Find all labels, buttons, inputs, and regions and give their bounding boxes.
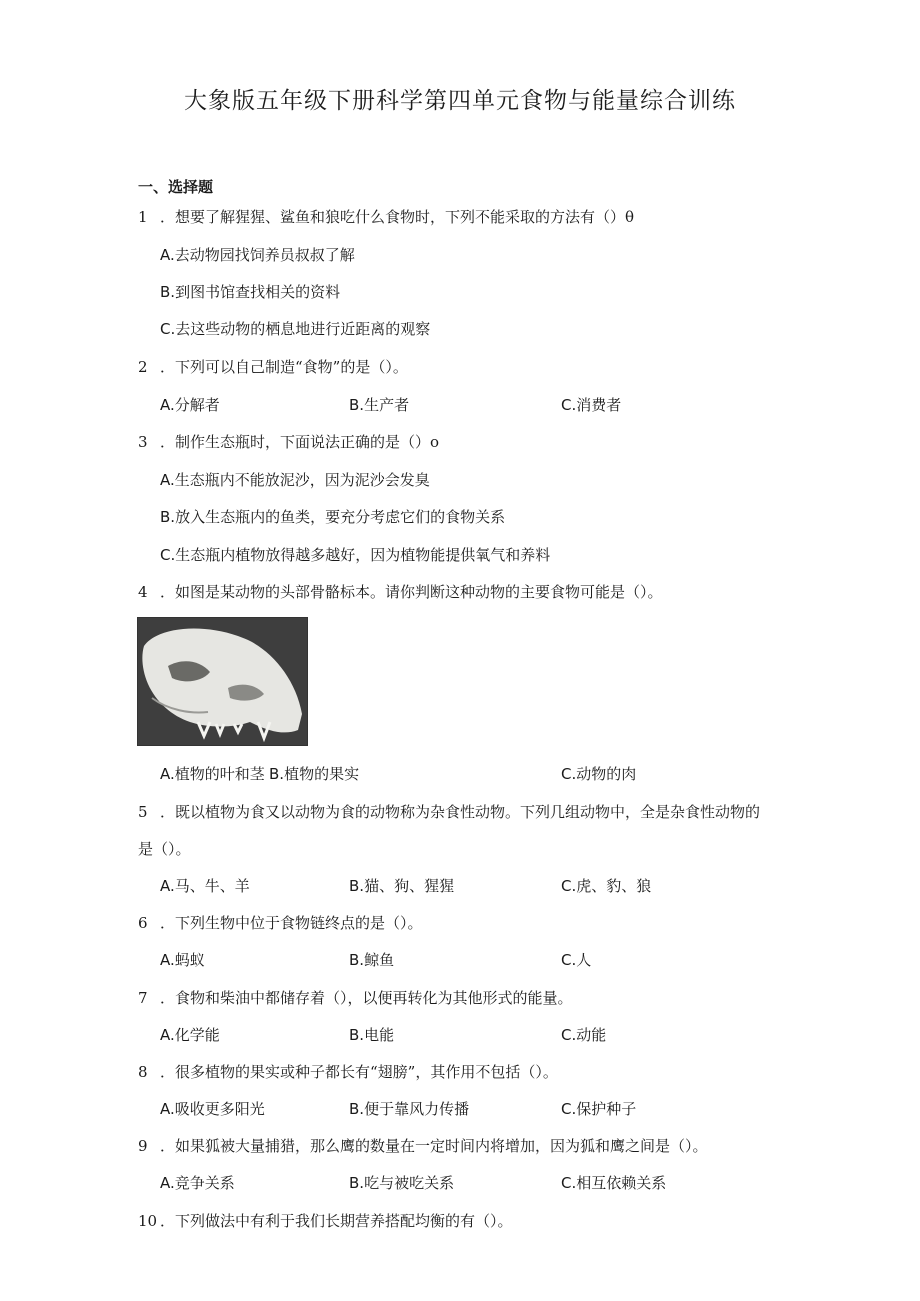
option-1a[interactable]: A.去动物园找饲养员叔叔了解: [160, 246, 355, 264]
option-2a[interactable]: A.分解者: [160, 396, 220, 414]
option-4a[interactable]: A.植物的叶和茎: [160, 765, 265, 783]
option-8a[interactable]: A.吸收更多阳光: [160, 1100, 265, 1118]
question-5: [138, 801, 760, 822]
option-3b[interactable]: B.放入生态瓶内的鱼类，要充分考虑它们的食物关系: [160, 508, 506, 526]
option-7c[interactable]: C.动能: [561, 1026, 607, 1044]
option-4b[interactable]: B.植物的果实: [269, 765, 360, 783]
question-number: 2: [138, 358, 148, 376]
question-text: ．制作生态瓶时，下面说法正确的是（）o: [160, 433, 440, 451]
option-5c[interactable]: C.虎、豹、狼: [561, 877, 652, 895]
option-6a[interactable]: A.蚂蚁: [160, 951, 205, 969]
question-3: [138, 431, 439, 452]
question-number: 9: [138, 1137, 148, 1155]
question-8: [138, 1061, 558, 1082]
skull-icon: [138, 618, 307, 745]
question-text: ．下列生物中位于食物链终点的是（）。: [160, 914, 423, 932]
option-3a[interactable]: A.生态瓶内不能放泥沙，因为泥沙会发臭: [160, 471, 430, 489]
option-8b[interactable]: B.便于靠风力传播: [349, 1100, 470, 1118]
question-7: [138, 987, 573, 1008]
option-8c[interactable]: C.保护种子: [561, 1100, 637, 1118]
option-7a[interactable]: A.化学能: [160, 1026, 220, 1044]
question-number: 1: [138, 208, 148, 226]
question-1: [138, 206, 634, 227]
option-4c[interactable]: C.动物的肉: [561, 765, 637, 783]
option-9a[interactable]: A.竞争关系: [160, 1174, 235, 1192]
option-7b[interactable]: B.电能: [349, 1026, 395, 1044]
option-1b[interactable]: B.到图书馆查找相关的资料: [160, 283, 341, 301]
question-text: ．如图是某动物的头部骨骼标本。请你判断这种动物的主要食物可能是（）。: [160, 583, 663, 601]
question-number: 7: [138, 989, 148, 1007]
option-6c[interactable]: C.人: [561, 951, 592, 969]
question-text: ．下列可以自己制造“食物”的是（）。: [160, 358, 408, 376]
option-6b[interactable]: B.鲸鱼: [349, 951, 395, 969]
question-number: 10: [138, 1212, 158, 1230]
question-text: ．如果狐被大量捕猎，那么鹰的数量在一定时间内将增加，因为狐和鹰之间是（）。: [160, 1137, 708, 1155]
question-text: ．很多植物的果实或种子都长有“翅膀”，其作用不包括（）。: [160, 1063, 558, 1081]
question-10: [138, 1210, 513, 1231]
question-number: 6: [138, 914, 148, 932]
option-3c[interactable]: C.生态瓶内植物放得越多越好，因为植物能提供氧气和养料: [160, 546, 551, 564]
option-1c[interactable]: C.去这些动物的栖息地进行近距离的观察: [160, 320, 431, 338]
question-text: ．想要了解猩猩、鲨鱼和狼吃什么食物时，下列不能采取的方法有（）θ: [160, 208, 635, 226]
question-5-continuation: 是（）。: [138, 840, 191, 858]
page-title: 大象版五年级下册科学第四单元食物与能量综合训练: [184, 88, 736, 114]
option-9c[interactable]: C.相互依赖关系: [561, 1174, 667, 1192]
question-text: ．下列做法中有利于我们长期营养搭配均衡的有（）。: [160, 1212, 513, 1230]
section-heading: 一、选择题: [138, 178, 214, 196]
question-9: [138, 1135, 708, 1156]
question-number: 3: [138, 433, 148, 451]
option-2c[interactable]: C.消费者: [561, 396, 622, 414]
question-2: [138, 356, 408, 377]
question-text: ．既以植物为食又以动物为食的动物称为杂食性动物。下列几组动物中，全是杂食性动物的: [160, 803, 761, 821]
question-6: [138, 912, 423, 933]
skull-specimen-image: [137, 617, 308, 746]
question-number: 8: [138, 1063, 148, 1081]
option-2b[interactable]: B.生产者: [349, 396, 410, 414]
question-text: ．食物和柴油中都储存着（），以便再转化为其他形式的能量。: [160, 989, 573, 1007]
question-number: 5: [138, 803, 148, 821]
option-9b[interactable]: B.吃与被吃关系: [349, 1174, 455, 1192]
question-number: 4: [138, 583, 148, 601]
option-5a[interactable]: A.马、牛、羊: [160, 877, 250, 895]
question-4: [138, 581, 663, 602]
option-5b[interactable]: B.猫、狗、猩猩: [349, 877, 455, 895]
